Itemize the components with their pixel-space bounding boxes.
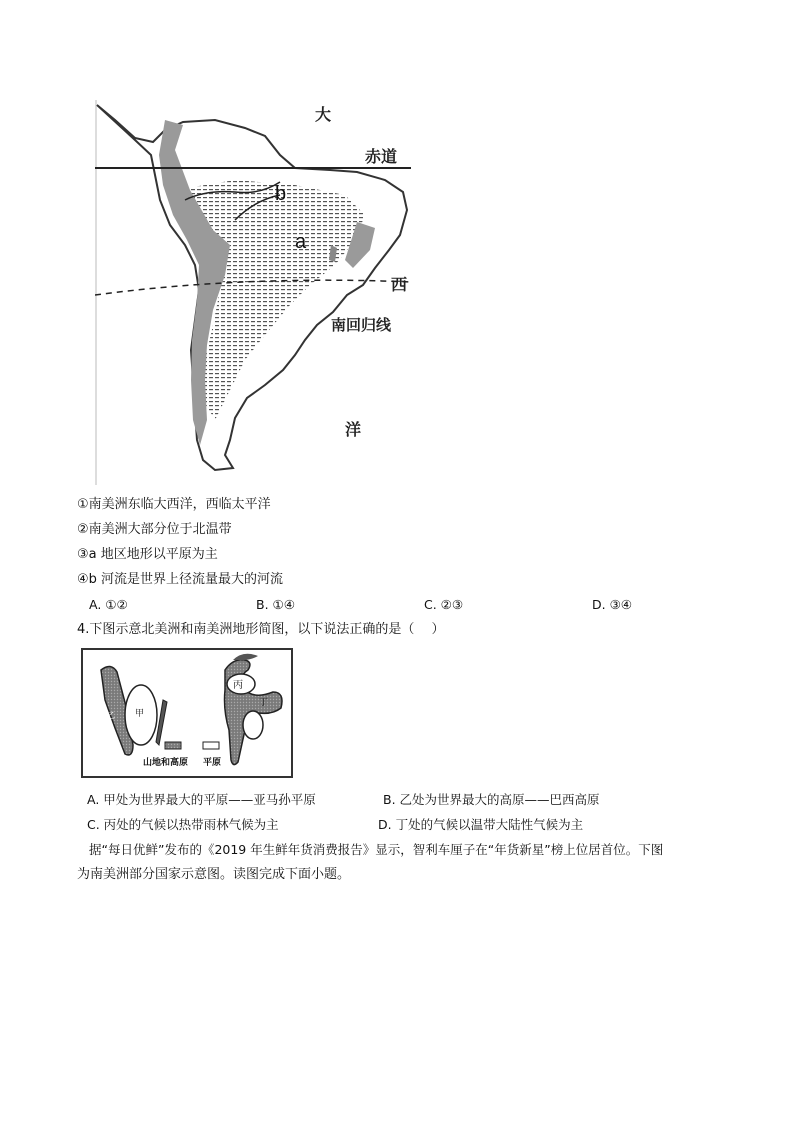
intro-line-2: 为南美洲部分国家示意图。读图完成下面小题。	[77, 867, 351, 882]
label-bing: 丙	[233, 680, 243, 691]
q4-option-a[interactable]: A. 甲处为世界最大的平原——亚马孙平原	[87, 792, 316, 807]
south-america-map-svg	[95, 100, 411, 485]
q4-option-b[interactable]: B. 乙处为世界最大的高原——巴西高原	[383, 792, 600, 807]
q3-option-a[interactable]: A. ①②	[89, 597, 128, 612]
q4-option-c[interactable]: C. 丙处的气候以热带雨林气候为主	[87, 817, 279, 832]
statement-1: ①南美洲东临大西洋，西临太平洋	[77, 497, 271, 512]
statement-3: ③a 地区地形以平原为主	[77, 547, 218, 562]
statement-2: ②南美洲大部分位于北温带	[77, 522, 232, 537]
q3-option-c[interactable]: C. ②③	[424, 597, 464, 612]
tropic-label: 南回归线	[331, 316, 392, 334]
label-ding: 丁	[259, 698, 269, 708]
ocean-north-label: 大	[315, 105, 332, 124]
legend-plain: 平原	[203, 758, 222, 768]
q3-option-b[interactable]: B. ①④	[256, 597, 295, 612]
ocean-west-label: 西	[391, 275, 408, 294]
q3-option-d[interactable]: D. ③④	[592, 597, 632, 612]
ocean-south-label: 洋	[345, 420, 362, 439]
q4-stem: 4.下图示意北美洲和南美洲地形简图，以下说法正确的是（ ）	[77, 622, 445, 637]
point-a-label: a	[295, 231, 307, 253]
label-jia: 甲	[135, 709, 145, 719]
statement-4: ④b 河流是世界上径流量最大的河流	[77, 572, 284, 587]
point-b-label: b	[275, 183, 287, 205]
south-america-map	[95, 100, 411, 485]
legend-mountain: 山地和高原	[143, 758, 189, 768]
americas-terrain-figure	[81, 648, 293, 778]
americas-terrain-svg	[83, 650, 291, 776]
label-yi: 乙	[107, 711, 115, 720]
q4-option-d[interactable]: D. 丁处的气候以温带大陆性气候为主	[378, 817, 584, 832]
equator-label: 赤道	[365, 147, 398, 166]
intro-line-1: 据“每日优鲜”发布的《2019 年生鲜年货消费报告》显示，智利车厘子在“年货新星”榜上位居首位。下图	[89, 842, 664, 857]
